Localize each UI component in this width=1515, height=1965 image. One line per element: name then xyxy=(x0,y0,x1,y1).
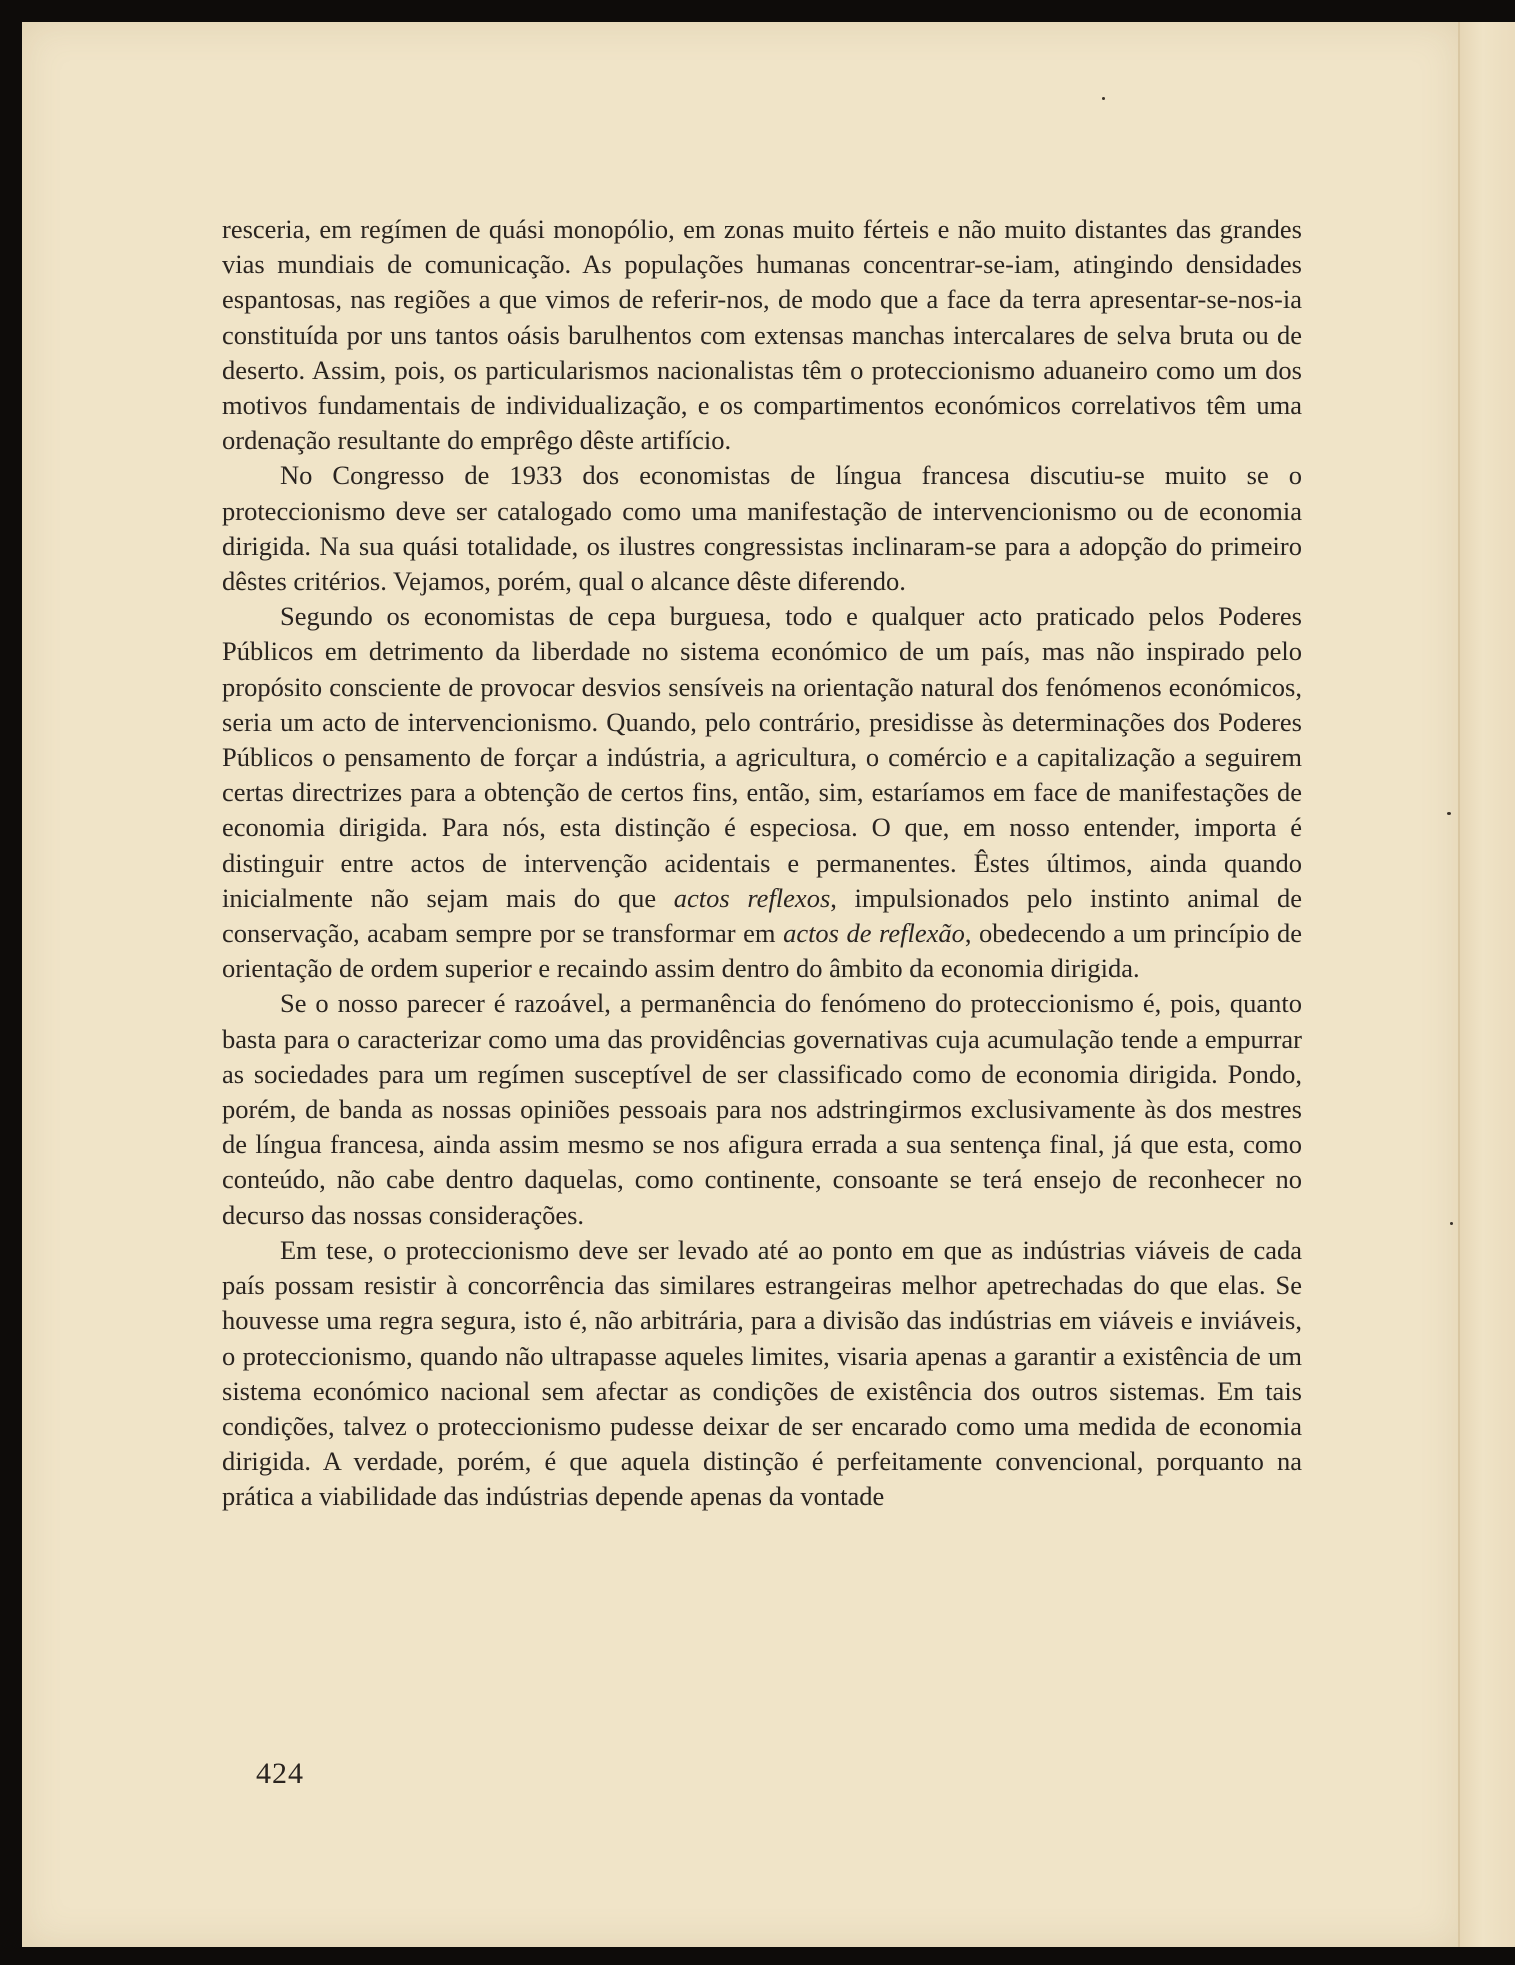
text-run: Segundo os economistas de cepa burguesa, todo e qualquer acto praticado pelos Poderes Públicos em detrimento da liberdade no sistema económico de um país, mas não inspirado pelo propósito consciente de provocar desvios sensíveis na orientação natural dos fenómenos económicos, seria um acto de intervencionismo. Quando, pelo contrário, presidisse às determinações dos Poderes Públicos o pensamento de forçar a indústria, a agricultura, o comércio e a capitalização a seguirem certas directrizes para a obtenção de certos fins, então, sim, estaríamos em face de manifestações de economia dirigida. Para nós, esta distinção é especiosa. O que, em nosso entender, importa é distinguir entre actos de intervenção acidentais e permanentes. Êstes últimos, ainda quando inicialmente não sejam mais do que xyxy=(222,601,1302,913)
page-number: 424 xyxy=(256,1757,304,1790)
paper-speck xyxy=(1102,97,1105,100)
book-page xyxy=(22,22,1460,1947)
paper-speck xyxy=(1450,1222,1453,1225)
paragraph xyxy=(222,599,1302,986)
paragraph xyxy=(222,986,1302,1232)
text-run: Se o nosso parecer é razoável, a permanência do fenómeno do proteccionismo é, pois, quanto basta para o caracterizar como uma das providências governativas cuja acumulação tende a empurrar as sociedades para um regímen susceptível de ser classificado como de economia dirigida. Pondo, porém, de banda as nossas opiniões pessoais para nos adstringirmos exclusivamente às dos mestres de língua francesa, ainda assim mesmo se nos afigura errada a sua sentença final, já que esta, como conteúdo, não cabe dentro daquelas, como continente, consoante se terá ensejo de reconhecer no decurso das nossas considerações. xyxy=(222,988,1302,1230)
text-run: , impulsionados pelo instinto animal de conservação, acabam sempre por se transformar em xyxy=(222,882,1302,949)
body-text xyxy=(222,212,1302,1515)
paragraph xyxy=(222,212,1302,458)
paragraph xyxy=(222,458,1302,599)
paragraph xyxy=(222,1233,1302,1515)
text-run: Em tese, o proteccionismo deve ser levado até ao ponto em que as indústrias viáveis de cada país possam resistir à concorrência das similares estrangeiras melhor apetrechadas do que elas. Se houvesse uma regra segura, isto é, não arbitrária, para a divisão das indústrias em viáveis e inviáveis, o proteccionismo, quando não ultrapasse aqueles limites, visaria apenas a garantir a existência de um sistema económico nacional sem afectar as condições de existência dos outros sistemas. Em tais condições, talvez o proteccionismo pudesse deixar de ser encarado como uma medida de economia dirigida. A verdade, porém, é que aquela distinção é perfeitamente convencional, porquanto na prática a viabilidade das indústrias depende apenas da vontade xyxy=(222,1234,1302,1512)
text-run: No Congresso de 1933 dos economistas de língua francesa discutiu-se muito se o proteccionismo deve ser catalogado como uma manifestação de intervencionismo ou de economia dirigida. Na sua quási totalidade, os ilustres congressistas inclinaram-se para a adopção do primeiro dêstes critérios. Vejamos, porém, qual o alcance dêste diferendo. xyxy=(222,460,1302,597)
italic-phrase: actos de reflexão xyxy=(783,918,965,949)
next-page-edge xyxy=(1458,22,1515,1947)
text-run: resceria, em regímen de quási monopólio, em zonas muito férteis e não muito distantes das grandes vias mundiais de comunicação. As populações humanas concentrar-se-iam, atingindo densidades espantosas, nas regiões a que vimos de referir-nos, de modo que a face da terra apresentar-se-nos-ia constituída por uns tantos oásis barulhentos com extensas manchas intercalares de selva bruta ou de deserto. Assim, pois, os particularismos nacionalistas têm o proteccionismo aduaneiro como um dos motivos fundamentais de individualização, e os compartimentos económicos correlativos têm uma ordenação resultante do emprêgo dêste artifício. xyxy=(222,214,1302,456)
text-run: , obedecendo a um princípio de orientação de ordem superior e recaindo assim dentro do âmbito da economia dirigida. xyxy=(222,918,1303,984)
italic-phrase: actos reflexos xyxy=(673,882,831,913)
paper-speck xyxy=(1447,812,1451,815)
